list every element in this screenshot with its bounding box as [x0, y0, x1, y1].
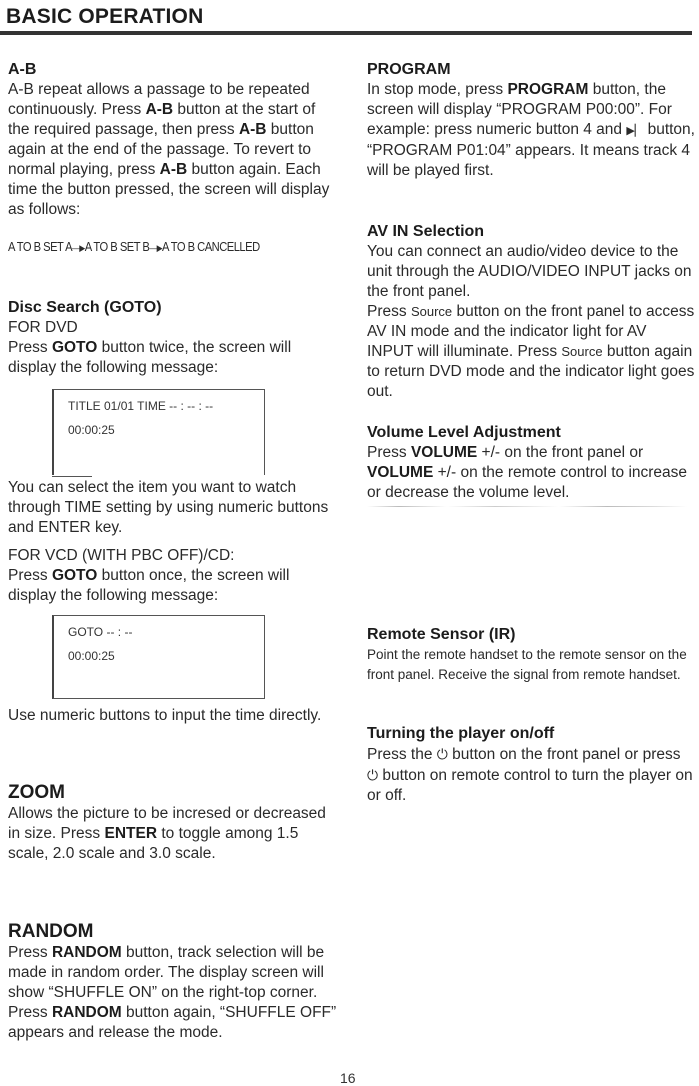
- av-in-instruction: Press Source button on the front panel to access AV IN mode and the indicator light for AV INPUT will illuminate. Press Source button again to return DVD mode and the indicator light goes out.: [367, 303, 695, 400]
- ab-sequence: A TO B SET A—▶A TO B SET B—▶A TO B CANCELLED: [8, 239, 260, 254]
- section-disc-search: [8, 298, 338, 378]
- power-heading: Turning the player on/off: [367, 725, 555, 742]
- power-description: Press the ⏻ button on the front panel or press ⏻ button on remote control to turn the player on or off.: [367, 746, 693, 804]
- vcd-instruction: Press GOTO button once, the screen will display the following message:: [8, 567, 290, 604]
- dvd-goto-screen: [52, 389, 265, 475]
- section-program: [367, 60, 695, 181]
- vcd-screen-line2: 00:00:25: [68, 649, 115, 663]
- power-icon: ⏻: [367, 767, 379, 783]
- av-in-heading: AV IN Selection: [367, 223, 485, 240]
- remote-sensor-heading: Remote Sensor (IR): [367, 626, 516, 643]
- volume-heading: Volume Level Adjustment: [367, 424, 561, 441]
- program-heading: PROGRAM: [367, 61, 451, 78]
- section-volume: [367, 423, 695, 503]
- program-description: In stop mode, press PROGRAM button, the screen will display “PROGRAM P00:00”. For example: press numeric button 4 and ▶▏ button, “PROGRAM P01:04” appears. It means track 4 will be played first.: [367, 81, 695, 179]
- section-ab: [8, 60, 338, 256]
- vcd-after: Use numeric buttons to input the time directly.: [8, 707, 322, 724]
- disc-search-heading: Disc Search (GOTO): [8, 299, 162, 316]
- vcd-label: FOR VCD (WITH PBC OFF)/CD:: [8, 547, 235, 564]
- dvd-screen-line1: TITLE 01/01 TIME -- : -- : --: [68, 399, 214, 413]
- random-description: Press RANDOM button, track selection will be made in random order. The display screen will show “SHUFFLE ON” on the right-top corner. Press RANDOM button again, “SHUFFLE OFF” appears and release the mode.: [8, 944, 337, 1041]
- arrow-right-icon: —▶: [72, 243, 85, 253]
- vcd-screen-line1: GOTO -- : --: [68, 625, 133, 639]
- power-icon: ⏻: [436, 746, 448, 762]
- section-power: [367, 724, 695, 806]
- arrow-right-icon: —▶: [149, 243, 163, 253]
- next-track-icon: ▶▏: [626, 125, 644, 137]
- dvd-screen-line2: 00:00:25: [68, 423, 115, 437]
- header-rule: [0, 31, 692, 35]
- random-heading: RANDOM: [8, 921, 94, 942]
- zoom-description: Allows the picture to be incresed or decreased in size. Press ENTER to toggle among 1.5 scale, 2.0 scale and 3.0 scale.: [8, 805, 326, 862]
- dvd-after: You can select the item you want to watch through TIME setting by using numeric buttons and ENTER key.: [8, 479, 329, 536]
- dvd-instruction: Press GOTO button twice, the screen will display the following message:: [8, 339, 292, 376]
- section-random: [8, 921, 338, 1043]
- dvd-label: FOR DVD: [8, 319, 78, 336]
- vcd-block: [8, 546, 338, 606]
- section-av-in: [367, 222, 695, 402]
- page-number: 16: [340, 1070, 356, 1086]
- section-zoom: [8, 782, 338, 864]
- zoom-heading: ZOOM: [8, 782, 65, 803]
- volume-description: Press VOLUME +/- on the front panel or VOLUME +/- on the remote control to increase or decrease the volume level.: [367, 444, 688, 501]
- ab-heading: A-B: [8, 61, 37, 78]
- remote-sensor-description: Point the remote handset to the remote sensor on the front panel. Receive the signal from remote handset.: [367, 647, 687, 682]
- vcd-goto-screen: [52, 615, 265, 699]
- page-title: BASIC OPERATION: [6, 5, 204, 28]
- divider: [367, 506, 687, 507]
- section-remote-sensor: [367, 625, 695, 684]
- ab-description: A-B repeat allows a passage to be repeated continuously. Press A-B button at the start of the required passage, then press A-B button again at the end of the passage. To revert to normal playing, press A-B button again. Each time the button pressed, the screen will display as follows:: [8, 81, 330, 218]
- av-in-connect: You can connect an audio/video device to the unit through the AUDIO/VIDEO INPUT jacks on the front panel.: [367, 243, 692, 300]
